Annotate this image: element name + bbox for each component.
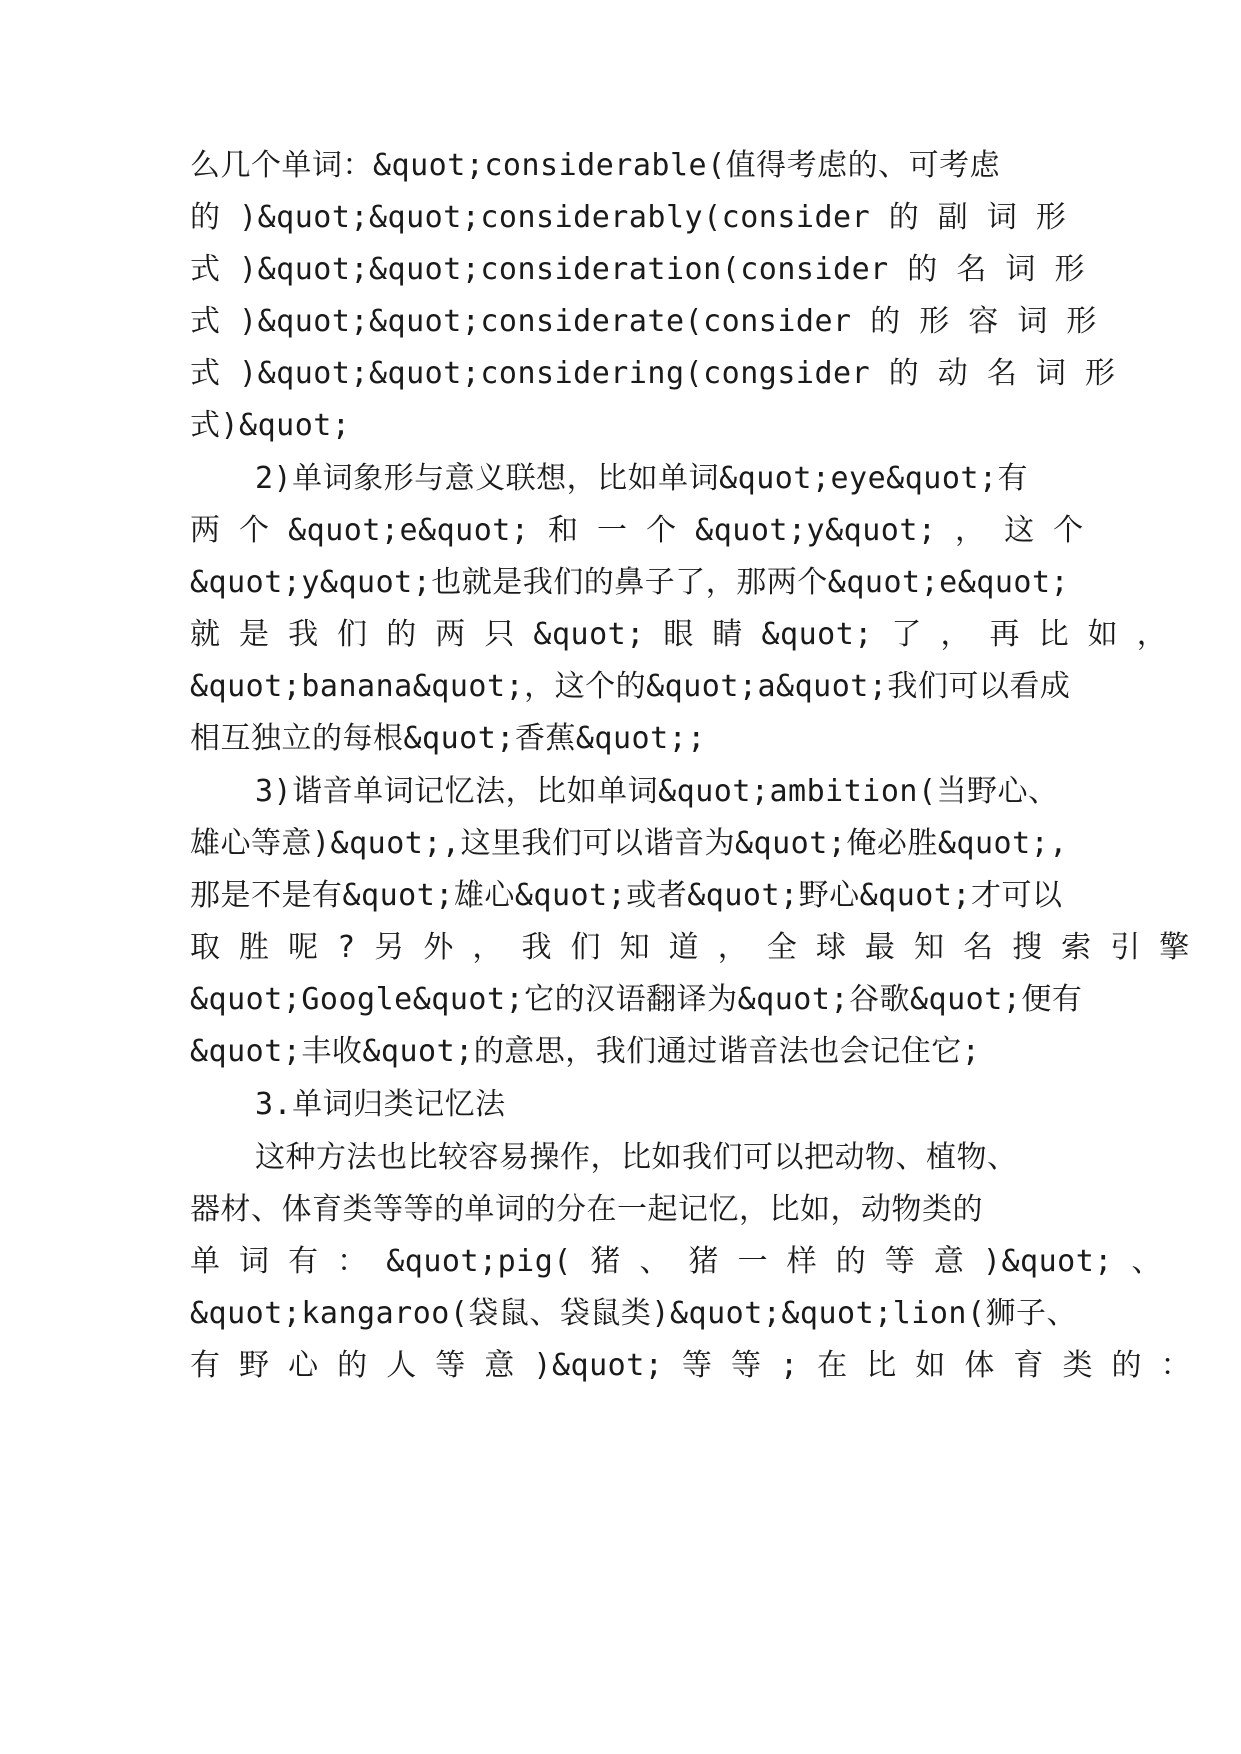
paragraph-line: 就 是 我 们 的 两 只 &quot; 眼 睛 &quot; 了 ， 再 比 如 ， — [190, 617, 1168, 652]
paragraph-line: 雄心等意)&quot;,这里我们可以谐音为&quot;俺必胜&quot;, — [190, 826, 1068, 861]
paragraph-line: 取 胜 呢 ? 另 外 ， 我 们 知 道 ， 全 球 最 知 名 搜 索 引 擎 — [190, 930, 1190, 965]
paragraph-line: 式 )&quot;&quot;consideration(consider 的 名 词 形 — [190, 252, 1085, 287]
paragraph-line: 的 )&quot;&quot;considerably(consider 的 副 词 形 — [190, 200, 1067, 235]
paragraph-line: 式 )&quot;&quot;considerate(consider 的 形 容 词 形 — [190, 304, 1097, 339]
paragraph-line: 3)谐音单词记忆法，比如单词&quot;ambition(当野心、 — [255, 774, 1059, 809]
paragraph-line: &quot;丰收&quot;的意思，我们通过谐音法也会记住它; — [190, 1034, 981, 1069]
paragraph-line: 两 个 &quot;e&quot; 和 一 个 &quot;y&quot; ， 这 个 — [190, 513, 1084, 548]
paragraph-line: 么几个单词：&quot;considerable(值得考虑的、可考虑 — [190, 148, 1001, 183]
paragraph-line: 那是不是有&quot;雄心&quot;或者&quot;野心&quot;才可以 — [190, 878, 1063, 913]
paragraph-line: &quot;y&quot;也就是我们的鼻子了，那两个&quot;e&quot; — [190, 565, 1070, 600]
paragraph-line: 式 )&quot;&quot;considering(congsider 的 动 名 词 形 — [190, 356, 1116, 391]
paragraph-line: 单 词 有 ： &quot;pig( 猪 、 猪 一 样 的 等 意 )&quot; 、 — [190, 1244, 1162, 1279]
paragraph-line: 2)单词象形与意义联想，比如单词&quot;eye&quot;有 — [255, 461, 1029, 496]
paragraph-line: &quot;Google&quot;它的汉语翻译为&quot;谷歌&quot;便有 — [190, 982, 1083, 1017]
paragraph-line: 这种方法也比较容易操作，比如我们可以把动物、植物、 — [255, 1140, 1018, 1175]
paragraph-line: &quot;kangaroo(袋鼠、袋鼠类)&quot;&quot;lion(狮子、 — [190, 1296, 1078, 1331]
paragraph-line: 相互独立的每根&quot;香蕉&quot;; — [190, 721, 706, 756]
paragraph-line: 有 野 心 的 人 等 意 )&quot; 等 等 ; 在 比 如 体 育 类 的 ： — [190, 1348, 1192, 1383]
paragraph-line: 器材、体育类等等的单词的分在一起记忆，比如，动物类的 — [190, 1192, 983, 1227]
section-heading: 3.单词归类记忆法 — [255, 1087, 506, 1122]
paragraph-line: &quot;banana&quot;，这个的&quot;a&quot;我们可以看成 — [190, 669, 1071, 704]
paragraph-line: 式)&quot; — [190, 408, 351, 443]
